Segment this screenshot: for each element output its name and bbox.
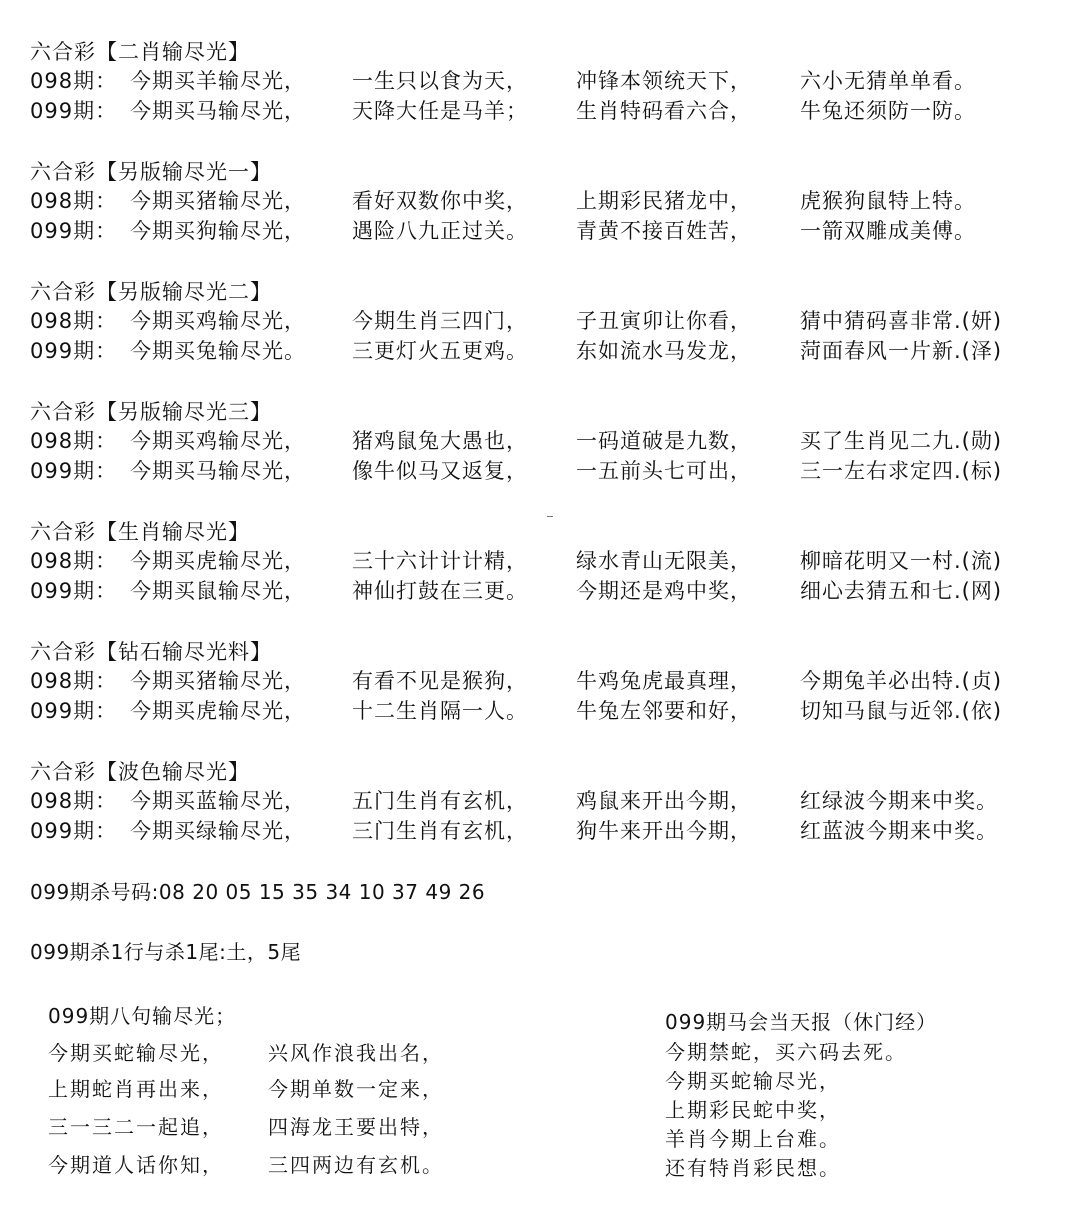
section-title: 六合彩【二肖输尽光】 (30, 40, 250, 64)
right-poem-line: 今期禁蛇，买六码去死。 (665, 1040, 907, 1064)
verse-part: 今期买虎输尽光， (130, 699, 306, 723)
verse-part: 六小无猜单单看。 (800, 69, 976, 93)
prediction-row (30, 696, 1070, 726)
verse-part: 牛兔左邻要和好， (576, 699, 752, 723)
verse-part: 十二生肖隔一人。 (352, 699, 528, 723)
verse-part: 红蓝波今期来中奖。 (800, 819, 998, 843)
verse-part: 今期买马输尽光， (130, 99, 306, 123)
period-label: 098期： (30, 789, 118, 813)
section-title: 六合彩【另版输尽光二】 (30, 280, 272, 304)
verse-part: 买了生肖见二九.(勋) (800, 429, 1003, 453)
period-label: 099期： (30, 579, 118, 603)
verse-part: 神仙打鼓在三更。 (352, 579, 528, 603)
poem-verse: 上期蛇肖再出来， (48, 1077, 224, 1101)
verse-part: 今期买绿输尽光， (130, 819, 306, 843)
prediction-row (30, 576, 1070, 606)
kill-element-tail: 099期杀1行与杀1尾:土，5尾 (30, 940, 302, 964)
right-poem-line: 今期买蛇输尽光， (665, 1069, 841, 1093)
section-title: 六合彩【另版输尽光一】 (30, 160, 272, 184)
right-poem-line: 羊肖今期上台难。 (665, 1127, 841, 1151)
verse-part: 冲锋本领统天下， (576, 69, 752, 93)
left-poem-line (48, 1038, 488, 1068)
verse-part: 五门生肖有玄机， (352, 789, 528, 813)
verse-part: 三更灯火五更鸡。 (352, 339, 528, 363)
prediction-row (30, 816, 1070, 846)
prediction-row (30, 666, 1070, 696)
verse-part: 今期兔羊必出特.(贞) (800, 669, 1003, 693)
verse-part: 红绿波今期来中奖。 (800, 789, 998, 813)
period-label: 099期： (30, 459, 118, 483)
verse-part: 今期买猪输尽光， (130, 189, 306, 213)
period-label: 098期： (30, 669, 118, 693)
verse-part: 细心去猜五和七.(网) (800, 579, 1003, 603)
prediction-row (30, 96, 1070, 126)
verse-part: 生肖特码看六合， (576, 99, 752, 123)
prediction-row (30, 216, 1070, 246)
verse-part: 菏面春风一片新.(泽) (800, 339, 1003, 363)
prediction-row (30, 786, 1070, 816)
verse-part: 三一左右求定四.(标) (800, 459, 1003, 483)
verse-part: 今期买鸡输尽光， (130, 309, 306, 333)
verse-part: 虎猴狗鼠特上特。 (800, 189, 976, 213)
left-poem-line (48, 1074, 488, 1104)
prediction-row (30, 66, 1070, 96)
verse-part: 今期买羊输尽光， (130, 69, 306, 93)
period-label: 099期： (30, 819, 118, 843)
verse-part: 今期买鸡输尽光， (130, 429, 306, 453)
period-label: 098期： (30, 69, 118, 93)
left-poem-line (48, 1150, 488, 1180)
period-label: 099期： (30, 99, 118, 123)
right-poem-line: 还有特肖彩民想。 (665, 1156, 841, 1180)
poem-verse: 今期单数一定来， (268, 1077, 444, 1101)
verse-part: 一箭双雕成美傅。 (800, 219, 976, 243)
poem-verse: 三四两边有玄机。 (268, 1153, 444, 1177)
verse-part: 一五前头七可出， (576, 459, 752, 483)
divider-mark (547, 516, 553, 517)
verse-part: 鸡鼠来开出今期， (576, 789, 752, 813)
poem-verse: 兴风作浪我出名， (268, 1041, 444, 1065)
verse-part: 子丑寅卯让你看， (576, 309, 752, 333)
verse-part: 今期买猪输尽光， (130, 669, 306, 693)
kill-numbers: 099期杀号码:08 20 05 15 35 34 10 37 49 26 (30, 880, 486, 904)
verse-part: 牛兔还须防一防。 (800, 99, 976, 123)
period-label: 099期： (30, 699, 118, 723)
verse-part: 绿水青山无限美， (576, 549, 752, 573)
period-label: 098期： (30, 189, 118, 213)
verse-part: 像牛似马又返复， (352, 459, 528, 483)
verse-part: 猜中猜码喜非常.(妍) (800, 309, 1003, 333)
prediction-row (30, 456, 1070, 486)
verse-part: 狗牛来开出今期， (576, 819, 752, 843)
verse-part: 一码道破是九数， (576, 429, 752, 453)
verse-part: 一生只以食为天， (352, 69, 528, 93)
poem-verse: 今期买蛇输尽光， (48, 1041, 224, 1065)
verse-part: 今期买虎输尽光， (130, 549, 306, 573)
poem-verse: 四海龙王要出特， (268, 1115, 444, 1139)
verse-part: 三门生肖有玄机， (352, 819, 528, 843)
verse-part: 今期买蓝输尽光， (130, 789, 306, 813)
verse-part: 青黄不接百姓苦， (576, 219, 752, 243)
verse-part: 柳暗花明又一村.(流) (800, 549, 1003, 573)
right-poem-title: 099期马会当天报（休门经） (665, 1010, 938, 1034)
period-label: 099期： (30, 219, 118, 243)
prediction-row (30, 426, 1070, 456)
verse-part: 今期生肖三四门， (352, 309, 528, 333)
verse-part: 今期还是鸡中奖， (576, 579, 752, 603)
period-label: 099期： (30, 339, 118, 363)
prediction-row (30, 546, 1070, 576)
section-title: 六合彩【钻石输尽光料】 (30, 640, 272, 664)
verse-part: 今期买鼠输尽光， (130, 579, 306, 603)
poem-verse: 今期道人话你知， (48, 1153, 224, 1177)
verse-part: 牛鸡兔虎最真理， (576, 669, 752, 693)
verse-part: 上期彩民猪龙中， (576, 189, 752, 213)
period-label: 098期： (30, 309, 118, 333)
prediction-row (30, 186, 1070, 216)
verse-part: 东如流水马发龙， (576, 339, 752, 363)
poem-verse: 三一三二一起追， (48, 1115, 224, 1139)
verse-part: 切知马鼠与近邻.(依) (800, 699, 1003, 723)
verse-part: 有看不见是猴狗， (352, 669, 528, 693)
section-title: 六合彩【波色输尽光】 (30, 760, 250, 784)
prediction-row (30, 336, 1070, 366)
period-label: 098期： (30, 549, 118, 573)
left-poem-line (48, 1112, 488, 1142)
section-title: 六合彩【生肖输尽光】 (30, 520, 250, 544)
verse-part: 今期买兔输尽光。 (130, 339, 306, 363)
prediction-row (30, 306, 1070, 336)
right-poem-line: 上期彩民蛇中奖， (665, 1098, 841, 1122)
section-title: 六合彩【另版输尽光三】 (30, 400, 272, 424)
verse-part: 三十六计计计精， (352, 549, 528, 573)
verse-part: 猪鸡鼠兔大愚也， (352, 429, 528, 453)
verse-part: 天降大任是马羊； (352, 99, 528, 123)
verse-part: 今期买狗输尽光， (130, 219, 306, 243)
verse-part: 看好双数你中奖， (352, 189, 528, 213)
verse-part: 遇险八九正过关。 (352, 219, 528, 243)
left-poem-title: 099期八句输尽光； (48, 1004, 237, 1028)
period-label: 098期： (30, 429, 118, 453)
verse-part: 今期买马输尽光， (130, 459, 306, 483)
